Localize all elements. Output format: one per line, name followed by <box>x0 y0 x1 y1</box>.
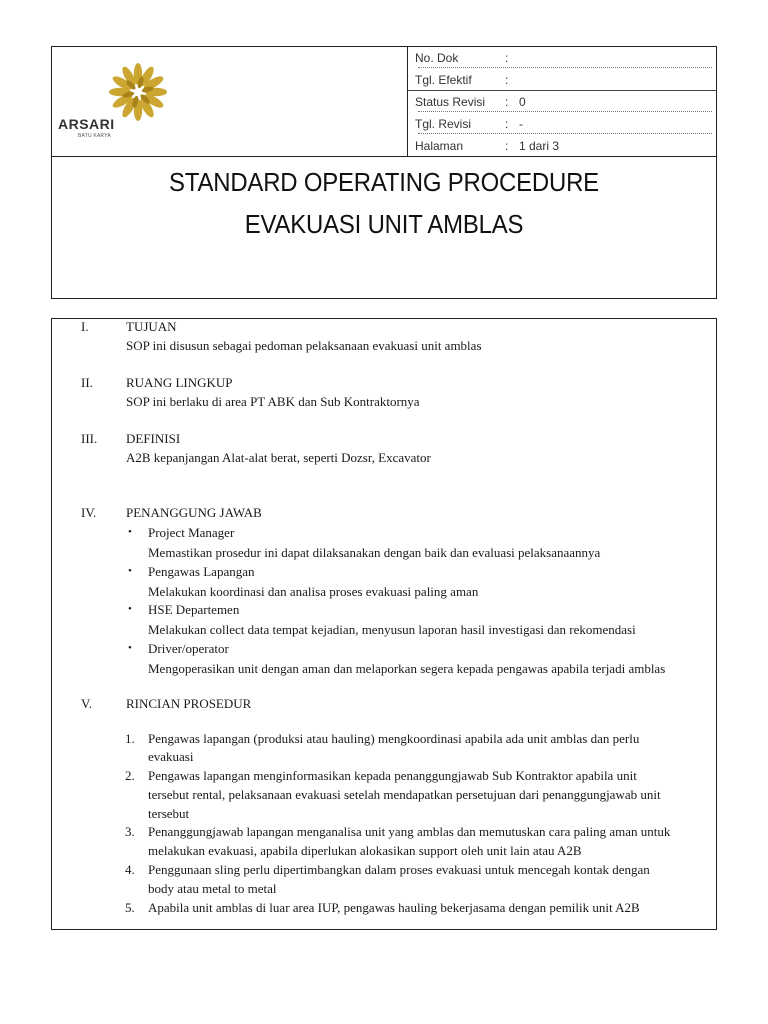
section-number: III. <box>81 431 98 446</box>
step-text: Penanggungjawab lapangan menganalisa unit yang amblas dan memutuskan cara paling aman untuk <box>148 824 671 839</box>
section-number: I. <box>81 319 89 334</box>
document-subtitle: EVAKUASI UNIT AMBLAS <box>244 209 524 239</box>
dotted-rule <box>418 67 712 68</box>
dotted-rule <box>418 111 712 112</box>
meta-key: No. Dok <box>415 51 459 65</box>
step-text: tersebut <box>148 806 190 821</box>
meta-row-no-dok <box>408 47 716 69</box>
meta-value: 1 dari 3 <box>519 139 560 153</box>
bullet-icon: • <box>128 565 132 577</box>
step-number: 3. <box>125 824 135 839</box>
role-description: Melakukan koordinasi dan analisa proses evakuasi paling aman <box>148 584 479 599</box>
bullet-icon: • <box>128 603 132 615</box>
meta-row-status-revisi <box>408 91 716 113</box>
meta-row-tgl-revisi <box>408 113 716 135</box>
document-header <box>51 46 717 299</box>
logo-name: ARSARI <box>58 116 115 132</box>
section-heading-penanggung-jawab: PENANGGUNG JAWAB <box>126 505 262 520</box>
section-heading-tujuan: TUJUAN <box>126 319 177 334</box>
step-text: body atau metal to metal <box>148 881 277 896</box>
step-text: melakukan evakuasi, apabila diperlukan alokasikan support oleh unit lain atau A2B <box>148 843 582 858</box>
meta-colon: : <box>505 95 509 109</box>
sop-content <box>51 318 717 930</box>
meta-colon: : <box>505 139 509 153</box>
role-title: Driver/operator <box>148 641 229 656</box>
meta-row-tgl-efektif <box>408 69 716 91</box>
dotted-rule <box>418 133 712 134</box>
arsari-logo-icon <box>107 61 169 123</box>
role-title: HSE Departemen <box>148 602 240 617</box>
step-text: Penggunaan sling perlu dipertimbangkan dalam proses evakuasi untuk mencegah kontak dengan <box>148 862 650 877</box>
step-text: tersebut rental, pelaksanaan evakuasi setelah mendapatkan persetujuan dari penanggungjawab unit <box>148 787 661 802</box>
role-title: Pengawas Lapangan <box>148 564 255 579</box>
step-text: evakuasi <box>148 749 194 764</box>
meta-key: Tgl. Efektif <box>415 73 472 87</box>
section-heading-rincian-prosedur: RINCIAN PROSEDUR <box>126 696 252 711</box>
section-number: IV. <box>81 505 97 520</box>
step-number: 2. <box>125 768 135 783</box>
section-text: SOP ini berlaku di area PT ABK dan Sub Kontraktornya <box>126 394 420 409</box>
section-text: SOP ini disusun sebagai pedoman pelaksanaan evakuasi unit amblas <box>126 338 482 353</box>
meta-key: Halaman <box>415 139 464 153</box>
bullet-icon: • <box>128 642 132 654</box>
meta-colon: : <box>505 117 509 131</box>
section-heading-definisi: DEFINISI <box>126 431 181 446</box>
bullet-icon: • <box>128 526 132 538</box>
meta-value: 0 <box>519 95 526 109</box>
document-title: STANDARD OPERATING PROCEDURE <box>169 167 599 197</box>
document-meta-table <box>408 47 716 157</box>
role-description: Mengoperasikan unit dengan aman dan melaporkan segera kepada pengawas apabila terjadi amblas <box>148 661 666 676</box>
meta-colon: : <box>505 73 509 87</box>
step-text: Pengawas lapangan menginformasikan kepada penanggungjawab Sub Kontraktor apabila unit <box>148 768 637 783</box>
logo-cell <box>52 47 408 157</box>
section-heading-ruang-lingkup: RUANG LINGKUP <box>126 375 233 390</box>
meta-value: - <box>519 117 523 131</box>
section-text: A2B kepanjangan Alat-alat berat, seperti Dozsr, Excavator <box>126 450 431 465</box>
meta-key: Status Revisi <box>415 95 486 109</box>
role-description: Memastikan prosedur ini dapat dilaksanakan dengan baik dan evaluasi pelaksanaannya <box>148 545 601 560</box>
step-text: Pengawas lapangan (produksi atau hauling) mengkoordinasi apabila ada unit amblas dan perlu <box>148 731 640 746</box>
section-number: II. <box>81 375 93 390</box>
role-title: Project Manager <box>148 525 235 540</box>
logo-tagline: BATU KARYA <box>78 133 111 139</box>
title-cell <box>52 157 716 298</box>
meta-row-halaman <box>408 135 716 157</box>
role-description: Melakukan collect data tempat kejadian, menyusun laporan hasil investigasi dan rekomendasi <box>148 622 636 637</box>
step-number: 1. <box>125 731 135 746</box>
step-text: Apabila unit amblas di luar area IUP, pengawas hauling bekerjasama dengan pemilik unit A2B <box>148 900 640 915</box>
meta-colon: : <box>505 51 509 65</box>
section-number: V. <box>81 696 92 711</box>
step-number: 4. <box>125 862 135 877</box>
step-number: 5. <box>125 900 135 915</box>
meta-key: Tgl. Revisi <box>415 117 472 131</box>
